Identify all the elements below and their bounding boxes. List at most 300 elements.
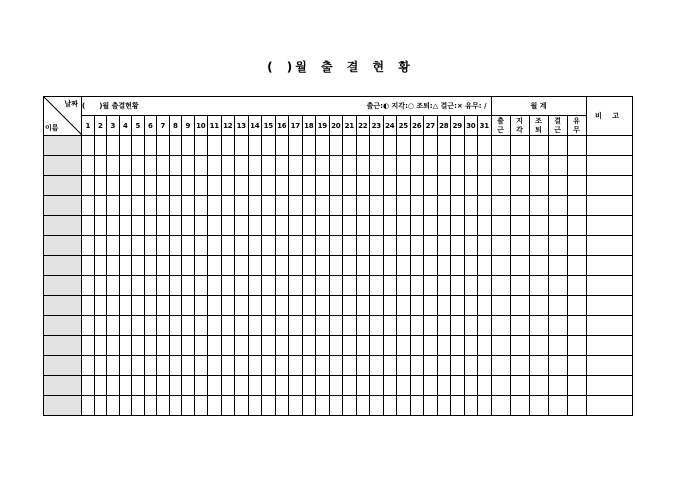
summary-cell[interactable] — [548, 296, 567, 316]
attendance-cell[interactable] — [397, 156, 411, 176]
attendance-cell[interactable] — [132, 196, 145, 216]
attendance-cell[interactable] — [248, 216, 262, 236]
summary-cell[interactable] — [510, 356, 529, 376]
summary-cell[interactable] — [548, 176, 567, 196]
attendance-cell[interactable] — [451, 376, 465, 396]
attendance-cell[interactable] — [437, 296, 451, 316]
summary-cell[interactable] — [567, 376, 586, 396]
attendance-cell[interactable] — [144, 136, 157, 156]
attendance-cell[interactable] — [262, 316, 276, 336]
attendance-cell[interactable] — [370, 336, 384, 356]
summary-cell[interactable] — [567, 196, 586, 216]
attendance-cell[interactable] — [356, 336, 370, 356]
attendance-cell[interactable] — [410, 276, 424, 296]
attendance-cell[interactable] — [235, 236, 249, 256]
attendance-cell[interactable] — [410, 256, 424, 276]
attendance-cell[interactable] — [107, 396, 120, 416]
attendance-cell[interactable] — [464, 256, 478, 276]
summary-cell[interactable] — [491, 176, 510, 196]
attendance-cell[interactable] — [235, 316, 249, 336]
attendance-cell[interactable] — [464, 396, 478, 416]
attendance-cell[interactable] — [397, 176, 411, 196]
attendance-cell[interactable] — [107, 216, 120, 236]
attendance-cell[interactable] — [119, 196, 132, 216]
attendance-cell[interactable] — [94, 156, 107, 176]
attendance-cell[interactable] — [262, 296, 276, 316]
summary-cell[interactable] — [548, 256, 567, 276]
attendance-cell[interactable] — [410, 236, 424, 256]
summary-cell[interactable] — [491, 296, 510, 316]
attendance-cell[interactable] — [119, 336, 132, 356]
attendance-cell[interactable] — [343, 356, 357, 376]
attendance-cell[interactable] — [157, 316, 170, 336]
attendance-cell[interactable] — [383, 296, 397, 316]
attendance-cell[interactable] — [275, 296, 289, 316]
attendance-cell[interactable] — [397, 136, 411, 156]
attendance-cell[interactable] — [94, 276, 107, 296]
attendance-cell[interactable] — [424, 216, 438, 236]
attendance-cell[interactable] — [370, 316, 384, 336]
attendance-cell[interactable] — [208, 316, 222, 336]
attendance-cell[interactable] — [356, 316, 370, 336]
attendance-cell[interactable] — [397, 196, 411, 216]
summary-cell[interactable] — [529, 316, 548, 336]
attendance-cell[interactable] — [437, 376, 451, 396]
name-cell[interactable] — [44, 156, 82, 176]
attendance-cell[interactable] — [451, 136, 465, 156]
attendance-cell[interactable] — [370, 296, 384, 316]
summary-cell[interactable] — [510, 276, 529, 296]
summary-cell[interactable] — [510, 156, 529, 176]
attendance-cell[interactable] — [437, 336, 451, 356]
attendance-cell[interactable] — [316, 336, 330, 356]
attendance-cell[interactable] — [157, 276, 170, 296]
attendance-cell[interactable] — [275, 276, 289, 296]
attendance-cell[interactable] — [478, 136, 492, 156]
attendance-cell[interactable] — [370, 276, 384, 296]
attendance-cell[interactable] — [356, 236, 370, 256]
attendance-cell[interactable] — [370, 256, 384, 276]
attendance-cell[interactable] — [316, 316, 330, 336]
attendance-cell[interactable] — [356, 176, 370, 196]
attendance-cell[interactable] — [82, 256, 95, 276]
attendance-cell[interactable] — [194, 136, 208, 156]
attendance-cell[interactable] — [208, 136, 222, 156]
attendance-cell[interactable] — [302, 316, 316, 336]
attendance-cell[interactable] — [182, 336, 195, 356]
attendance-cell[interactable] — [316, 216, 330, 236]
attendance-cell[interactable] — [289, 216, 303, 236]
attendance-cell[interactable] — [437, 276, 451, 296]
attendance-cell[interactable] — [424, 356, 438, 376]
attendance-cell[interactable] — [132, 336, 145, 356]
attendance-cell[interactable] — [107, 236, 120, 256]
attendance-cell[interactable] — [82, 376, 95, 396]
attendance-cell[interactable] — [356, 136, 370, 156]
attendance-cell[interactable] — [132, 236, 145, 256]
attendance-cell[interactable] — [343, 196, 357, 216]
attendance-cell[interactable] — [316, 376, 330, 396]
attendance-cell[interactable] — [82, 276, 95, 296]
attendance-cell[interactable] — [107, 156, 120, 176]
attendance-cell[interactable] — [478, 296, 492, 316]
note-cell[interactable] — [586, 276, 632, 296]
summary-cell[interactable] — [548, 276, 567, 296]
attendance-cell[interactable] — [302, 256, 316, 276]
attendance-cell[interactable] — [208, 216, 222, 236]
attendance-cell[interactable] — [144, 276, 157, 296]
attendance-cell[interactable] — [329, 356, 343, 376]
attendance-cell[interactable] — [262, 196, 276, 216]
summary-cell[interactable] — [548, 356, 567, 376]
name-cell[interactable] — [44, 316, 82, 336]
attendance-cell[interactable] — [221, 236, 235, 256]
attendance-cell[interactable] — [370, 216, 384, 236]
summary-cell[interactable] — [567, 356, 586, 376]
attendance-cell[interactable] — [107, 376, 120, 396]
attendance-cell[interactable] — [451, 236, 465, 256]
attendance-cell[interactable] — [182, 176, 195, 196]
attendance-cell[interactable] — [289, 316, 303, 336]
attendance-cell[interactable] — [343, 316, 357, 336]
summary-cell[interactable] — [529, 216, 548, 236]
attendance-cell[interactable] — [397, 356, 411, 376]
attendance-cell[interactable] — [410, 136, 424, 156]
attendance-cell[interactable] — [343, 336, 357, 356]
attendance-cell[interactable] — [107, 356, 120, 376]
attendance-cell[interactable] — [169, 316, 182, 336]
attendance-cell[interactable] — [437, 396, 451, 416]
attendance-cell[interactable] — [194, 396, 208, 416]
attendance-cell[interactable] — [208, 256, 222, 276]
attendance-cell[interactable] — [119, 376, 132, 396]
attendance-cell[interactable] — [144, 156, 157, 176]
summary-cell[interactable] — [510, 136, 529, 156]
attendance-cell[interactable] — [221, 356, 235, 376]
attendance-cell[interactable] — [424, 156, 438, 176]
note-cell[interactable] — [586, 316, 632, 336]
attendance-cell[interactable] — [248, 256, 262, 276]
attendance-cell[interactable] — [119, 236, 132, 256]
attendance-cell[interactable] — [235, 356, 249, 376]
attendance-cell[interactable] — [451, 216, 465, 236]
summary-cell[interactable] — [529, 236, 548, 256]
attendance-cell[interactable] — [343, 176, 357, 196]
attendance-cell[interactable] — [262, 276, 276, 296]
summary-cell[interactable] — [567, 156, 586, 176]
attendance-cell[interactable] — [119, 176, 132, 196]
attendance-cell[interactable] — [302, 196, 316, 216]
summary-cell[interactable] — [510, 296, 529, 316]
attendance-cell[interactable] — [424, 236, 438, 256]
attendance-cell[interactable] — [289, 176, 303, 196]
attendance-cell[interactable] — [82, 396, 95, 416]
attendance-cell[interactable] — [464, 236, 478, 256]
attendance-cell[interactable] — [397, 396, 411, 416]
attendance-cell[interactable] — [478, 396, 492, 416]
attendance-cell[interactable] — [356, 216, 370, 236]
summary-cell[interactable] — [491, 336, 510, 356]
attendance-cell[interactable] — [132, 156, 145, 176]
attendance-cell[interactable] — [262, 356, 276, 376]
attendance-cell[interactable] — [82, 196, 95, 216]
name-cell[interactable] — [44, 256, 82, 276]
attendance-cell[interactable] — [194, 336, 208, 356]
attendance-cell[interactable] — [410, 376, 424, 396]
summary-cell[interactable] — [567, 296, 586, 316]
attendance-cell[interactable] — [424, 176, 438, 196]
attendance-cell[interactable] — [451, 356, 465, 376]
summary-cell[interactable] — [510, 176, 529, 196]
attendance-cell[interactable] — [262, 236, 276, 256]
name-cell[interactable] — [44, 396, 82, 416]
name-cell[interactable] — [44, 296, 82, 316]
attendance-cell[interactable] — [235, 256, 249, 276]
attendance-cell[interactable] — [478, 176, 492, 196]
attendance-cell[interactable] — [316, 196, 330, 216]
summary-cell[interactable] — [491, 196, 510, 216]
attendance-cell[interactable] — [343, 156, 357, 176]
attendance-cell[interactable] — [182, 376, 195, 396]
attendance-cell[interactable] — [424, 296, 438, 316]
attendance-cell[interactable] — [383, 256, 397, 276]
attendance-cell[interactable] — [221, 216, 235, 236]
summary-cell[interactable] — [548, 336, 567, 356]
attendance-cell[interactable] — [262, 336, 276, 356]
attendance-cell[interactable] — [157, 136, 170, 156]
attendance-cell[interactable] — [302, 136, 316, 156]
attendance-cell[interactable] — [289, 356, 303, 376]
attendance-cell[interactable] — [221, 376, 235, 396]
summary-cell[interactable] — [529, 196, 548, 216]
attendance-cell[interactable] — [464, 356, 478, 376]
summary-cell[interactable] — [491, 396, 510, 416]
attendance-cell[interactable] — [221, 396, 235, 416]
attendance-cell[interactable] — [437, 256, 451, 276]
attendance-cell[interactable] — [157, 376, 170, 396]
attendance-cell[interactable] — [182, 356, 195, 376]
attendance-cell[interactable] — [329, 176, 343, 196]
attendance-cell[interactable] — [119, 296, 132, 316]
summary-cell[interactable] — [567, 216, 586, 236]
attendance-cell[interactable] — [235, 156, 249, 176]
attendance-cell[interactable] — [169, 196, 182, 216]
attendance-cell[interactable] — [275, 216, 289, 236]
attendance-cell[interactable] — [302, 296, 316, 316]
attendance-cell[interactable] — [94, 196, 107, 216]
name-cell[interactable] — [44, 216, 82, 236]
attendance-cell[interactable] — [329, 396, 343, 416]
attendance-cell[interactable] — [464, 316, 478, 336]
attendance-cell[interactable] — [94, 356, 107, 376]
attendance-cell[interactable] — [221, 256, 235, 276]
attendance-cell[interactable] — [370, 236, 384, 256]
name-cell[interactable] — [44, 356, 82, 376]
attendance-cell[interactable] — [451, 316, 465, 336]
attendance-cell[interactable] — [194, 236, 208, 256]
attendance-cell[interactable] — [132, 376, 145, 396]
attendance-cell[interactable] — [157, 256, 170, 276]
note-cell[interactable] — [586, 356, 632, 376]
attendance-cell[interactable] — [107, 276, 120, 296]
attendance-cell[interactable] — [478, 156, 492, 176]
attendance-cell[interactable] — [107, 336, 120, 356]
attendance-cell[interactable] — [464, 376, 478, 396]
summary-cell[interactable] — [548, 376, 567, 396]
name-cell[interactable] — [44, 336, 82, 356]
name-cell[interactable] — [44, 376, 82, 396]
attendance-cell[interactable] — [248, 176, 262, 196]
attendance-cell[interactable] — [235, 336, 249, 356]
attendance-cell[interactable] — [169, 136, 182, 156]
attendance-cell[interactable] — [370, 376, 384, 396]
summary-cell[interactable] — [491, 316, 510, 336]
attendance-cell[interactable] — [144, 236, 157, 256]
attendance-cell[interactable] — [119, 216, 132, 236]
attendance-cell[interactable] — [343, 296, 357, 316]
attendance-cell[interactable] — [437, 196, 451, 216]
attendance-cell[interactable] — [316, 156, 330, 176]
attendance-cell[interactable] — [235, 296, 249, 316]
attendance-cell[interactable] — [397, 336, 411, 356]
attendance-cell[interactable] — [235, 276, 249, 296]
attendance-cell[interactable] — [119, 156, 132, 176]
summary-cell[interactable] — [567, 236, 586, 256]
attendance-cell[interactable] — [316, 276, 330, 296]
attendance-cell[interactable] — [235, 196, 249, 216]
attendance-cell[interactable] — [383, 196, 397, 216]
attendance-cell[interactable] — [144, 296, 157, 316]
summary-cell[interactable] — [510, 376, 529, 396]
attendance-cell[interactable] — [302, 176, 316, 196]
attendance-cell[interactable] — [424, 256, 438, 276]
attendance-cell[interactable] — [397, 236, 411, 256]
attendance-cell[interactable] — [424, 136, 438, 156]
attendance-cell[interactable] — [424, 276, 438, 296]
attendance-cell[interactable] — [107, 176, 120, 196]
attendance-cell[interactable] — [383, 136, 397, 156]
attendance-cell[interactable] — [424, 396, 438, 416]
attendance-cell[interactable] — [343, 136, 357, 156]
attendance-cell[interactable] — [235, 396, 249, 416]
attendance-cell[interactable] — [356, 376, 370, 396]
attendance-cell[interactable] — [169, 356, 182, 376]
attendance-cell[interactable] — [144, 196, 157, 216]
name-cell[interactable] — [44, 236, 82, 256]
attendance-cell[interactable] — [289, 336, 303, 356]
attendance-cell[interactable] — [208, 296, 222, 316]
summary-cell[interactable] — [529, 276, 548, 296]
summary-cell[interactable] — [510, 236, 529, 256]
attendance-cell[interactable] — [94, 236, 107, 256]
attendance-cell[interactable] — [302, 156, 316, 176]
attendance-cell[interactable] — [451, 396, 465, 416]
summary-cell[interactable] — [548, 196, 567, 216]
attendance-cell[interactable] — [194, 256, 208, 276]
attendance-cell[interactable] — [289, 156, 303, 176]
attendance-cell[interactable] — [437, 136, 451, 156]
attendance-cell[interactable] — [82, 176, 95, 196]
attendance-cell[interactable] — [343, 256, 357, 276]
attendance-cell[interactable] — [275, 136, 289, 156]
attendance-cell[interactable] — [275, 156, 289, 176]
summary-cell[interactable] — [491, 236, 510, 256]
attendance-cell[interactable] — [464, 336, 478, 356]
summary-cell[interactable] — [491, 136, 510, 156]
attendance-cell[interactable] — [82, 156, 95, 176]
attendance-cell[interactable] — [221, 316, 235, 336]
attendance-cell[interactable] — [383, 216, 397, 236]
attendance-cell[interactable] — [478, 196, 492, 216]
attendance-cell[interactable] — [221, 156, 235, 176]
attendance-cell[interactable] — [383, 376, 397, 396]
summary-cell[interactable] — [491, 356, 510, 376]
attendance-cell[interactable] — [157, 396, 170, 416]
attendance-cell[interactable] — [329, 156, 343, 176]
attendance-cell[interactable] — [194, 216, 208, 236]
attendance-cell[interactable] — [316, 236, 330, 256]
attendance-cell[interactable] — [437, 316, 451, 336]
attendance-cell[interactable] — [343, 376, 357, 396]
attendance-cell[interactable] — [194, 296, 208, 316]
note-cell[interactable] — [586, 396, 632, 416]
attendance-cell[interactable] — [119, 316, 132, 336]
attendance-cell[interactable] — [235, 176, 249, 196]
attendance-cell[interactable] — [169, 296, 182, 316]
attendance-cell[interactable] — [464, 176, 478, 196]
attendance-cell[interactable] — [397, 276, 411, 296]
attendance-cell[interactable] — [383, 396, 397, 416]
attendance-cell[interactable] — [182, 196, 195, 216]
attendance-cell[interactable] — [356, 276, 370, 296]
attendance-cell[interactable] — [356, 196, 370, 216]
attendance-cell[interactable] — [107, 136, 120, 156]
summary-cell[interactable] — [491, 376, 510, 396]
attendance-cell[interactable] — [107, 256, 120, 276]
attendance-cell[interactable] — [275, 316, 289, 336]
attendance-cell[interactable] — [82, 336, 95, 356]
attendance-cell[interactable] — [132, 396, 145, 416]
attendance-cell[interactable] — [329, 236, 343, 256]
attendance-cell[interactable] — [289, 296, 303, 316]
attendance-cell[interactable] — [356, 296, 370, 316]
attendance-cell[interactable] — [221, 276, 235, 296]
attendance-cell[interactable] — [194, 316, 208, 336]
attendance-cell[interactable] — [370, 136, 384, 156]
attendance-cell[interactable] — [208, 196, 222, 216]
summary-cell[interactable] — [491, 256, 510, 276]
attendance-cell[interactable] — [169, 256, 182, 276]
attendance-cell[interactable] — [132, 256, 145, 276]
attendance-cell[interactable] — [132, 296, 145, 316]
attendance-cell[interactable] — [343, 216, 357, 236]
attendance-cell[interactable] — [410, 176, 424, 196]
attendance-cell[interactable] — [169, 216, 182, 236]
attendance-cell[interactable] — [119, 256, 132, 276]
attendance-cell[interactable] — [248, 196, 262, 216]
summary-cell[interactable] — [491, 216, 510, 236]
attendance-cell[interactable] — [329, 256, 343, 276]
attendance-cell[interactable] — [144, 336, 157, 356]
attendance-cell[interactable] — [208, 356, 222, 376]
attendance-cell[interactable] — [370, 176, 384, 196]
summary-cell[interactable] — [567, 336, 586, 356]
attendance-cell[interactable] — [289, 256, 303, 276]
summary-cell[interactable] — [529, 396, 548, 416]
attendance-cell[interactable] — [82, 136, 95, 156]
attendance-cell[interactable] — [248, 356, 262, 376]
attendance-cell[interactable] — [132, 276, 145, 296]
